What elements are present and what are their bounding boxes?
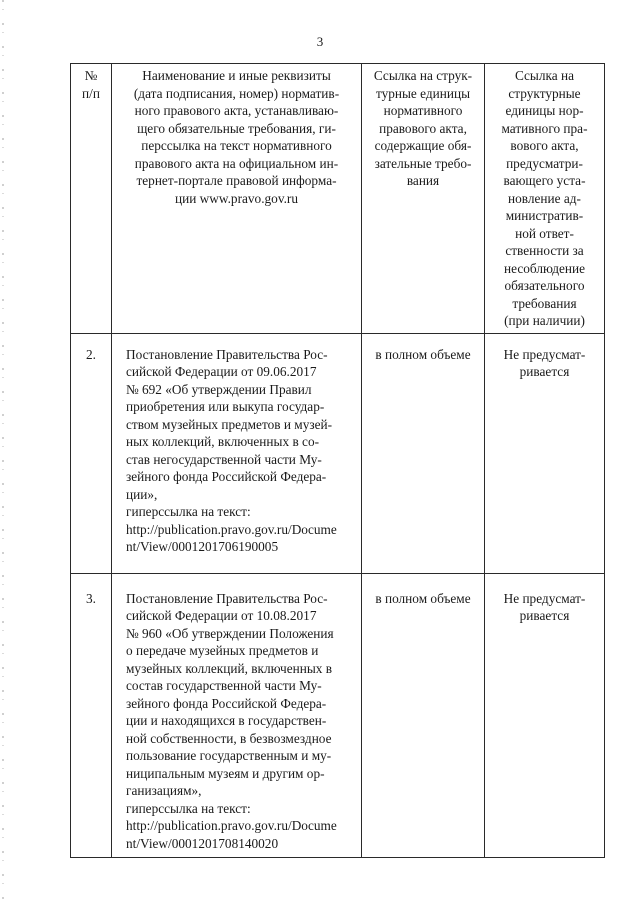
requirements-table [70,63,605,858]
header-liability-reference: Ссылка на структурные единицы нор- мативного пра- вового акта, предусматри- вающего уста- новление ад- министратив- ной ответ- ственности за несоблюдение обязательного требования (при наличии) [485,64,605,334]
row-number: 3. [71,573,112,857]
row-number: 2. [71,333,112,573]
scan-edge-marks [2,0,4,905]
act-name-cell: Постановление Правительства Рос- сийской Федерации от 09.06.2017 № 692 «Об утверждении Правил приобретения или выкупа государ- ством музейных предметов и музей- ных коллекций, включенных в со- став негосударственной части Му- зейного фонда Российской Федера- ции», гиперссылка на текст: http://publication.pravo.gov.ru/Docume nt/View/0001201706190005 [112,333,362,573]
table-row [71,573,605,857]
table-row [71,333,605,573]
structural-reference-cell: в полном объеме [362,333,485,573]
header-structural-reference: Ссылка на струк- турные единицы нормативного правового акта, содержащие обя- зательные требо- вания [362,64,485,334]
liability-reference-cell: Не предусмат- ривается [485,573,605,857]
header-act-name: Наименование и иные реквизиты (дата подписания, номер) норматив- ного правового акта, устанавливаю- щего обязательные требования, ги- перссылка на текст нормативного правового акта на официальном ин- тернет-портале правовой информа- ции www.pravo.gov.ru [112,64,362,334]
act-name-cell: Постановление Правительства Рос- сийской Федерации от 10.08.2017 № 960 «Об утверждении Положения о передаче музейных предметов и музейных коллекций, включенных в состав государственной части Му- зейного фонда Российской Федера- ции и находящихся в государствен- ной собственности, в безвозмездное пользование государственным и му- ниципальным музеям и другим ор- ганизациям», гиперссылка на текст: http://publication.pravo.gov.ru/Docume nt/View/0001201708140020 [112,573,362,857]
table-header-row [71,64,605,334]
liability-reference-cell: Не предусмат- ривается [485,333,605,573]
structural-reference-cell: в полном объеме [362,573,485,857]
header-number: № п/п [71,64,112,334]
page-number: 3 [316,34,324,49]
